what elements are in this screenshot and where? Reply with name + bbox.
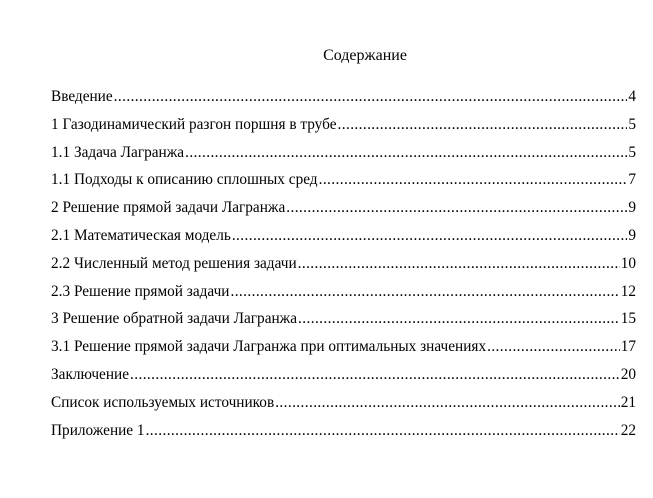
toc-dot-leader xyxy=(275,392,620,414)
toc-entry xyxy=(51,392,636,420)
toc-page-number: 21 xyxy=(620,393,636,411)
toc-dot-leader xyxy=(298,253,620,275)
table-of-contents xyxy=(51,86,636,447)
toc-dot-leader xyxy=(146,420,620,442)
toc-dot-leader xyxy=(298,308,620,330)
toc-page-number: 5 xyxy=(628,115,636,133)
toc-dot-leader xyxy=(319,169,628,191)
toc-entry xyxy=(51,364,636,392)
toc-entry xyxy=(51,197,636,225)
toc-entry-text: 2.2 Численный метод решения задачи xyxy=(51,254,297,272)
toc-entry-text: 2 Решение прямой задачи Лагранжа xyxy=(51,199,286,217)
toc-page-number: 9 xyxy=(628,199,636,217)
toc-entry xyxy=(51,253,636,281)
toc-dot-leader xyxy=(230,281,619,303)
toc-page-number: 22 xyxy=(620,421,636,439)
toc-entry xyxy=(51,281,636,309)
toc-dot-leader xyxy=(130,364,620,386)
toc-page-number: 5 xyxy=(628,143,636,161)
toc-entry xyxy=(51,336,636,364)
toc-entry xyxy=(51,420,636,448)
toc-entry xyxy=(51,169,636,197)
toc-entry-text: 2.1 Математическая модель xyxy=(51,226,231,244)
toc-title: Содержание xyxy=(323,47,407,64)
toc-entry-text: Приложение 1 xyxy=(51,421,145,439)
toc-entry-text: 1.1 Подходы к описанию сплошных сред xyxy=(51,171,318,189)
toc-page-number: 12 xyxy=(620,282,636,300)
toc-entry-text: 3 Решение обратной задачи Лагранжа xyxy=(51,310,298,328)
toc-page-number: 4 xyxy=(628,88,636,105)
toc-entry xyxy=(51,86,636,114)
toc-entry-text: 1 Газодинамический разгон поршня в трубе xyxy=(51,115,337,133)
toc-page-number: 20 xyxy=(620,365,636,383)
toc-page-number: 15 xyxy=(620,310,636,328)
toc-entry-text: 2.3 Решение прямой задачи xyxy=(51,282,230,300)
toc-dot-leader xyxy=(232,225,628,247)
toc-page-number: 7 xyxy=(628,171,636,189)
toc-entry-text: 1.1 Задача Лагранжа xyxy=(51,143,185,161)
toc-dot-leader xyxy=(114,86,628,108)
toc-page-number: 9 xyxy=(628,226,636,244)
toc-page-number: 17 xyxy=(620,338,636,356)
toc-entry-text: Список используемых источников xyxy=(51,393,275,411)
toc-dot-leader xyxy=(286,197,627,219)
toc-entry xyxy=(51,142,636,170)
toc-entry xyxy=(51,114,636,142)
toc-dot-leader xyxy=(487,336,620,358)
toc-page-number: 10 xyxy=(620,254,636,272)
toc-entry-text: Заключение xyxy=(51,365,130,383)
toc-entry-text: 3.1 Решение прямой задачи Лагранжа при оптимальных значениях xyxy=(51,338,487,356)
toc-entry-text: Введение xyxy=(51,88,113,105)
toc-entry xyxy=(51,225,636,253)
toc-dot-leader xyxy=(338,114,628,136)
toc-entry xyxy=(51,308,636,336)
toc-dot-leader xyxy=(185,142,627,164)
